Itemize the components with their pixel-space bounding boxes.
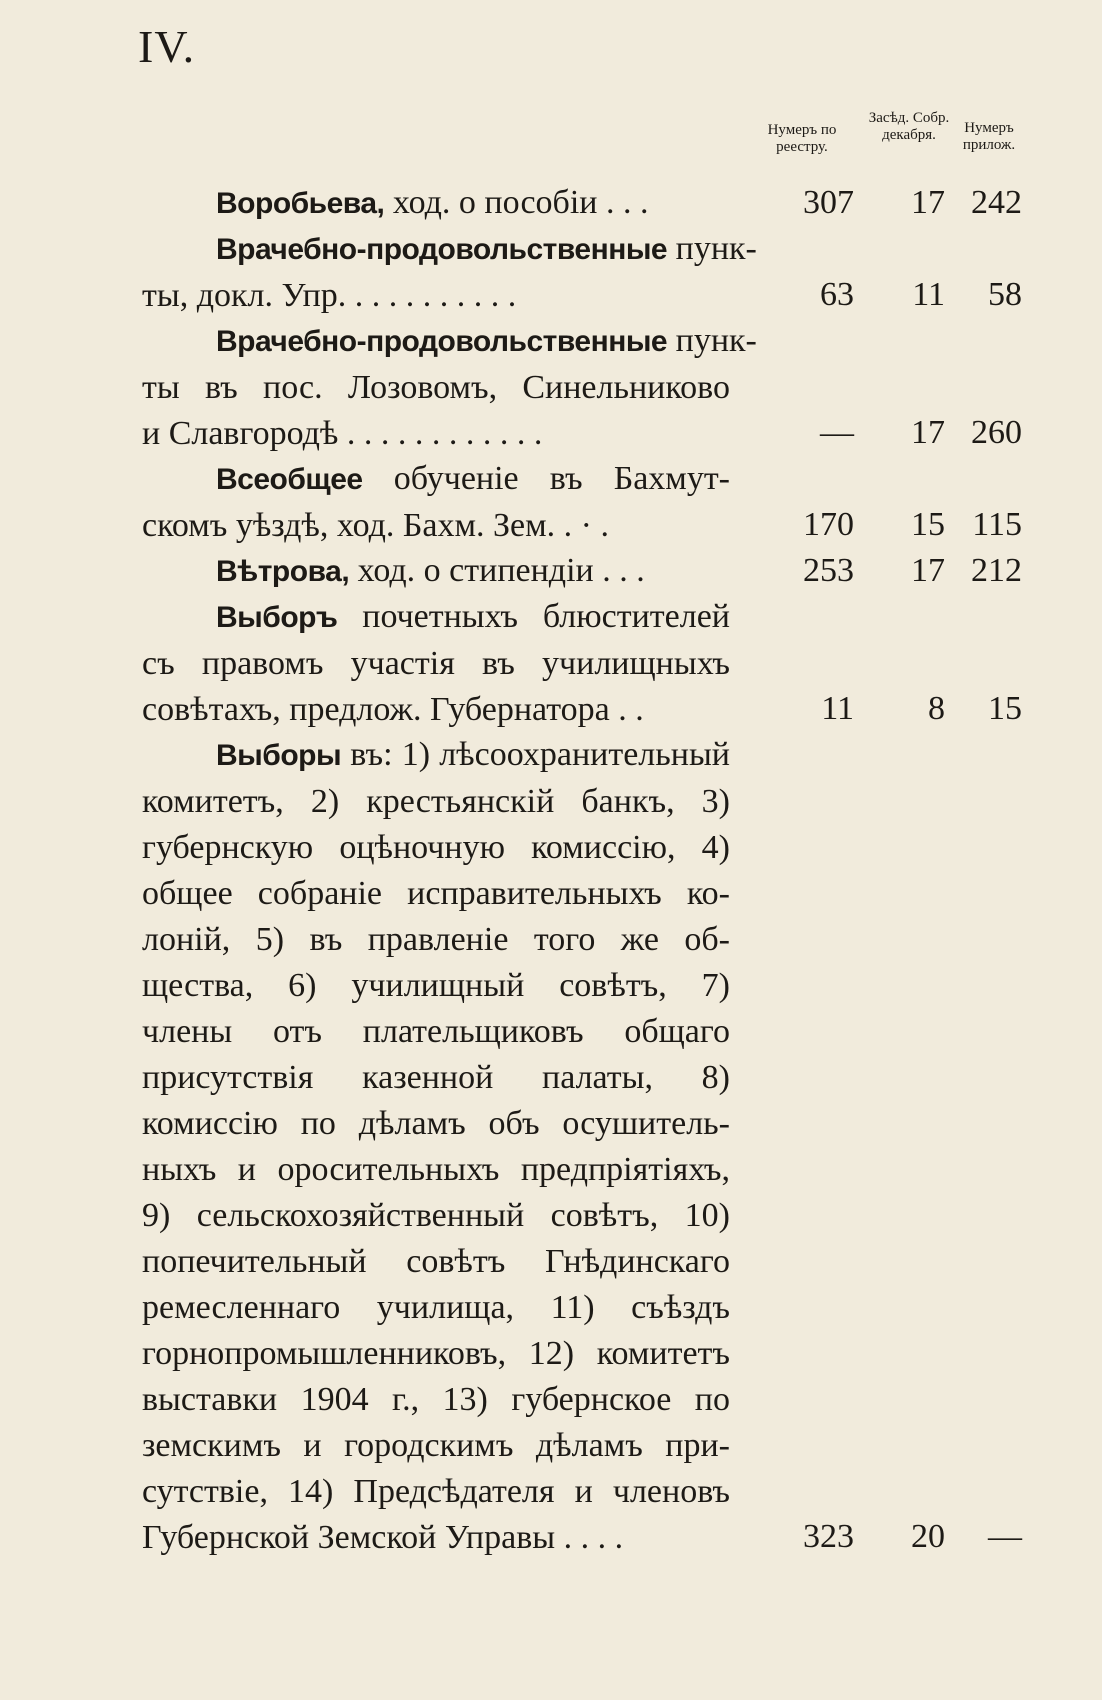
entry-keyword: Воробьева,	[216, 187, 385, 220]
entry-line	[142, 1009, 730, 1055]
appendix-number: 242	[971, 184, 1022, 221]
entry-keyword: Врачебно-продовольственные	[216, 233, 668, 266]
entry-line	[142, 318, 757, 365]
entry-line	[142, 365, 730, 411]
entry-numbers	[0, 410, 1102, 456]
entry-keyword: Вѣтрова,	[216, 555, 350, 588]
entry-numbers	[0, 686, 1102, 732]
entry-line	[142, 871, 730, 917]
entry-text: Губернской Земской Управы . . . .	[142, 1519, 624, 1556]
entry-text: ныхъ и оросительныхъ предпріятіяхъ,	[142, 1151, 730, 1188]
entry-text: лоній, 5) въ правленіе того же об-	[142, 921, 730, 958]
entry-text: губернскую оцѣночную комиссію, 4)	[142, 829, 730, 866]
entry-keyword: Выборы	[216, 739, 342, 772]
entry-line	[142, 1285, 730, 1331]
entry-line	[142, 1377, 730, 1423]
entry-text: въ: 1) лѣсоохранительный	[350, 736, 731, 773]
appendix-number: 115	[972, 506, 1022, 543]
entry-text: 9) сельскохозяйственный совѣтъ, 10)	[142, 1197, 730, 1234]
column-header-session: Засѣд. Собр. декабря.	[868, 110, 950, 143]
appendix-number: 15	[988, 690, 1022, 727]
entry-keyword: Врачебно-продовольственные	[216, 325, 668, 358]
entry-line	[142, 1469, 730, 1515]
registry-number: 323	[803, 1518, 854, 1555]
session-number: 8	[928, 690, 945, 727]
entry-text: члены отъ плательщиковъ общаго	[142, 1013, 730, 1050]
session-number: 11	[912, 276, 945, 313]
entry-numbers	[0, 502, 1102, 548]
entry-text: попечительный совѣтъ Гнѣдинскаго	[142, 1243, 730, 1280]
entry-text: и Славгородѣ . . . . . . . . . . . .	[142, 415, 543, 452]
entry-text: сутствіе, 14) Предсѣдателя и членовъ	[142, 1473, 730, 1510]
entry-line	[142, 1055, 730, 1101]
session-number: 20	[911, 1518, 945, 1555]
entry-line	[142, 1239, 730, 1285]
entry-text: ты, докл. Упр. . . . . . . . . . .	[142, 277, 517, 314]
entry-keyword: Выборъ	[216, 601, 338, 634]
entry-line	[142, 917, 730, 963]
appendix-number: 58	[988, 276, 1022, 313]
entry-text: совѣтахъ, предлож. Губернатора . .	[142, 691, 644, 728]
entry-line	[142, 456, 730, 503]
entry-text: щества, 6) училищный совѣтъ, 7)	[142, 967, 730, 1004]
registry-number: 307	[803, 184, 854, 221]
entry-line	[142, 641, 730, 687]
appendix-number: —	[988, 1518, 1022, 1555]
entry-text: общее собраніе исправительныхъ ко-	[142, 875, 730, 912]
entry-line	[142, 732, 730, 779]
registry-number: 63	[820, 276, 854, 313]
entry-text: земскимъ и городскимъ дѣламъ при-	[142, 1427, 730, 1464]
entry-text: обученіе въ Бахмут-	[393, 460, 731, 497]
entry-line	[142, 594, 730, 641]
registry-number: 253	[803, 552, 854, 589]
registry-number: 11	[821, 690, 854, 727]
appendix-number: 260	[971, 414, 1022, 451]
entry-keyword: Всеобщее	[216, 463, 363, 496]
registry-number: 170	[803, 506, 854, 543]
entry-text: пунк-	[675, 230, 757, 267]
entry-text: ты въ пос. Лозовомъ, Синельниково	[142, 369, 730, 406]
entry-numbers	[0, 1514, 1102, 1560]
registry-number: —	[820, 414, 854, 451]
appendix-number: 212	[971, 552, 1022, 589]
entry-numbers	[0, 180, 1102, 226]
page-number: IV.	[138, 21, 196, 72]
entry-text: скомъ уѣздѣ, ход. Бахм. Зем. . · .	[142, 507, 609, 544]
entry-line	[142, 779, 730, 825]
entry-line	[142, 1423, 730, 1469]
session-number: 17	[911, 552, 945, 589]
entry-line	[142, 226, 757, 273]
entry-numbers	[0, 272, 1102, 318]
entry-text: ход. о пособіи . . .	[392, 184, 649, 221]
entry-line	[142, 1101, 730, 1147]
entry-line	[142, 963, 730, 1009]
entry-text: ход. о стипендіи . . .	[357, 552, 645, 589]
entry-line	[142, 1331, 730, 1377]
entry-line	[142, 1147, 730, 1193]
entry-text: выставки 1904 г., 13) губернское по	[142, 1381, 730, 1418]
entry-text: комиссію по дѣламъ объ осушитель-	[142, 1105, 730, 1142]
session-number: 15	[911, 506, 945, 543]
entry-text: почетныхъ блюстителей	[362, 598, 731, 635]
session-number: 17	[911, 414, 945, 451]
column-header-appendix: Нумеръ прилож.	[962, 120, 1016, 153]
entry-text: пунк-	[675, 322, 757, 359]
entry-line	[142, 825, 730, 871]
entry-text: горнопромышленниковъ, 12) комитетъ	[142, 1335, 730, 1372]
entry-text: съ правомъ участія въ училищныхъ	[142, 645, 730, 682]
entry-text: присутствія казенной палаты, 8)	[142, 1059, 730, 1096]
entry-text: комитетъ, 2) крестьянскій банкъ, 3)	[142, 783, 730, 820]
entry-text: ремесленнаго училища, 11) съѣздъ	[142, 1289, 730, 1326]
session-number: 17	[911, 184, 945, 221]
entry-numbers	[0, 548, 1102, 594]
column-header-registry: Нумеръ по реестру.	[767, 122, 837, 155]
index-entry	[142, 732, 730, 1561]
entry-line	[142, 1193, 730, 1239]
